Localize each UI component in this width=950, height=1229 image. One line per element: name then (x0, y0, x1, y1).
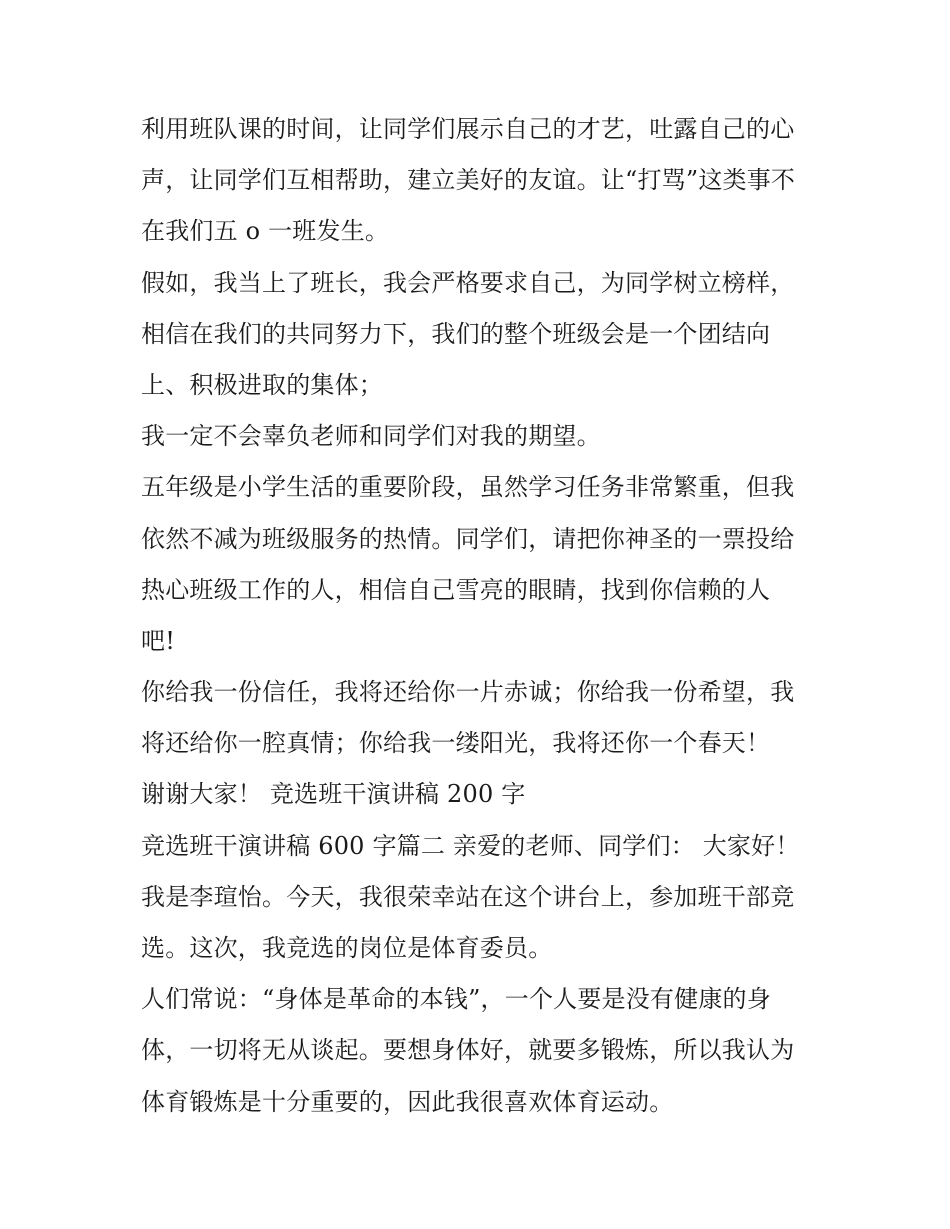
text-line: 你给我一份信任，我将还给你一片赤诚；你给我一份希望，我 (141, 678, 795, 707)
text-line: 五年级是小学生活的重要阶段，虽然学习任务非常繁重，但我 (141, 473, 795, 502)
text-line: 利用班队课的时间，让同学们展示自己的才艺，吐露自己的心 (141, 115, 795, 143)
document-body (141, 104, 821, 1128)
text-line: 我一定不会辜负老师和同学们对我的期望。 (141, 422, 601, 451)
text-line: 在我们五 o 一班发生。 (141, 217, 390, 246)
text-line: 我是李瑄怡。今天，我很荣幸站在这个讲台上，参加班干部竞 (141, 882, 795, 911)
text-line: 将还给你一腔真情；你给我一缕阳光，我将还你一个春天！ (141, 729, 771, 758)
text-line: 依然不减为班级服务的热情。同学们，请把你神圣的一票投给 (141, 524, 795, 553)
text-line: 竞选班干演讲稿 600 字篇二 亲爱的老师、同学们： 大家好！ (141, 831, 800, 860)
text-line: 上、积极进取的集体； (141, 370, 383, 399)
text-line: 体育锻炼是十分重要的，因此我很喜欢体育运动。 (141, 1087, 674, 1116)
text-line: 相信在我们的共同努力下，我们的整个班级会是一个团结向 (141, 319, 771, 348)
text-line: 选。这次，我竞选的岗位是体育委员。 (141, 934, 553, 962)
text-line: 声，让同学们互相帮助，建立美好的友谊。让“打骂”这类事不 (141, 166, 796, 195)
text-line: 人们常说：“身体是革命的本钱”，一个人要是没有健康的身 (141, 985, 771, 1014)
text-line: 体，一切将无从谈起。要想身体好，就要多锻炼，所以我认为 (141, 1036, 795, 1065)
text-line: 谢谢大家！ 竞选班干演讲稿 200 字 (141, 780, 526, 809)
text-line: 吧! (141, 626, 176, 655)
text-line: 假如，我当上了班长，我会严格要求自己，为同学树立榜样， (141, 268, 795, 297)
text-line: 热心班级工作的人，相信自己雪亮的眼睛，找到你信赖的人 (141, 575, 771, 604)
